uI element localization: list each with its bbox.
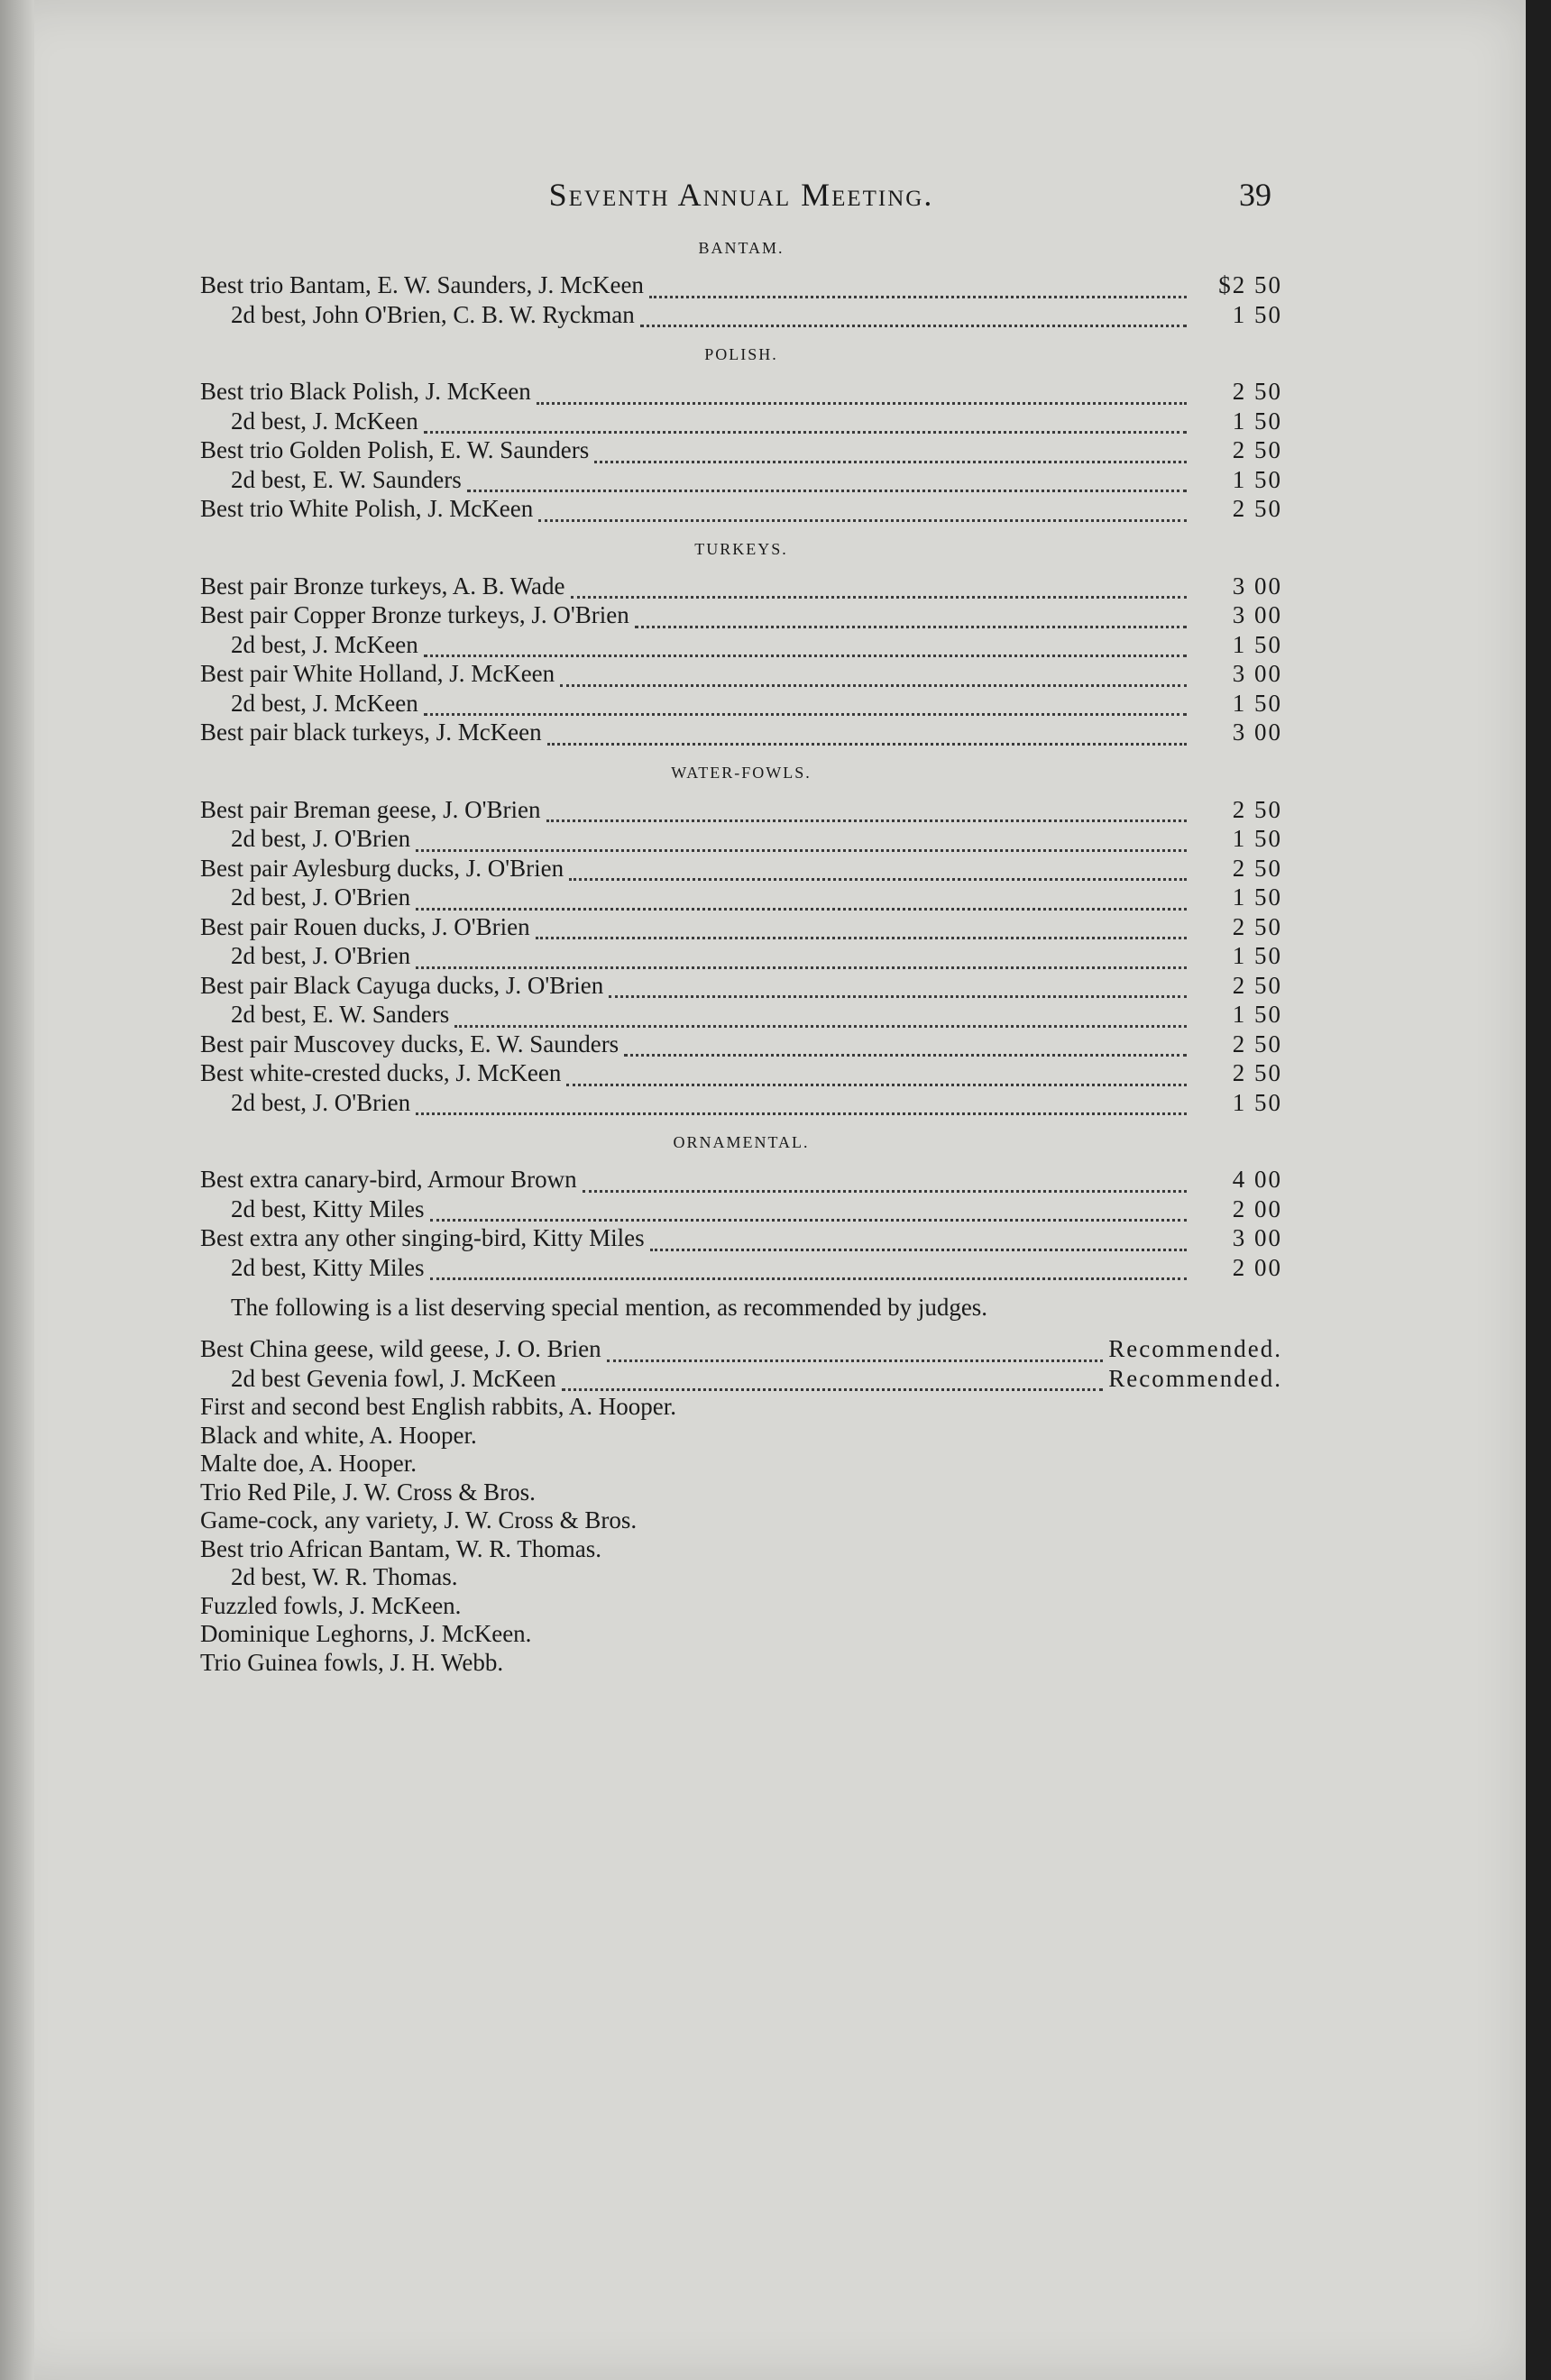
section-heading: ORNAMENTAL. <box>673 1133 810 1151</box>
premium-entry <box>200 854 1282 883</box>
entry-amount: 1 50 <box>1232 407 1282 435</box>
dot-leader <box>416 831 1187 852</box>
mention-item: Black and white, A. Hooper. <box>200 1421 477 1449</box>
dot-leader <box>416 1094 1187 1115</box>
mention-item: Dominique Leghorns, J. McKeen. <box>200 1620 532 1647</box>
entry-text: Best pair Copper Bronze turkeys, J. O'Brien <box>200 601 629 628</box>
premium-entry <box>200 971 1282 1001</box>
running-title: Seventh Annual Meeting. <box>548 177 934 213</box>
entry-amount: 2 00 <box>1232 1195 1282 1222</box>
mention-item: Trio Guinea fowls, J. H. Webb. <box>200 1648 504 1676</box>
dot-leader <box>635 608 1187 628</box>
dot-leader <box>640 307 1187 327</box>
premium-entry <box>200 1058 1282 1088</box>
mention-item: 2d best, W. R. Thomas. <box>231 1563 458 1590</box>
dot-leader <box>424 695 1187 716</box>
dot-leader <box>430 1259 1188 1280</box>
entry-text: Best trio White Polish, J. McKeen <box>200 495 534 522</box>
dot-leader <box>547 725 1187 746</box>
premium-entry <box>200 883 1282 912</box>
mention-list <box>200 1393 1282 1677</box>
dot-leader <box>536 919 1187 939</box>
dot-leader <box>569 860 1187 881</box>
dot-leader <box>566 1066 1187 1086</box>
premium-entry <box>200 689 1282 719</box>
section-heading: POLISH. <box>704 345 778 363</box>
mention-item: Malte doe, A. Hooper. <box>200 1450 417 1477</box>
entry-text: 2d best, John O'Brien, C. B. W. Ryckman <box>231 300 635 328</box>
dot-leader <box>546 801 1187 822</box>
entry-text: 2d best, J. McKeen <box>231 630 418 658</box>
premium-entry <box>200 377 1282 407</box>
dot-leader <box>609 977 1187 998</box>
entry-text: 2d best, J. O'Brien <box>231 883 411 911</box>
entry-amount: 2 50 <box>1232 378 1282 405</box>
entry-text: 2d best, E. W. Sanders <box>231 1001 450 1028</box>
section-heading: BANTAM. <box>698 239 785 257</box>
entry-text: Best pair Bronze turkeys, A. B. Wade <box>200 572 565 600</box>
entry-text: Best trio Golden Polish, E. W. Saunders <box>200 436 590 463</box>
premium-entry <box>200 572 1282 601</box>
premium-entry <box>200 407 1282 436</box>
dot-leader <box>537 384 1187 405</box>
entry-amount: 2 50 <box>1232 495 1282 522</box>
premium-entry <box>200 1000 1282 1030</box>
premium-entry <box>200 300 1282 330</box>
entry-text: Best pair Breman geese, J. O'Brien <box>200 795 541 823</box>
premium-entry <box>200 1253 1282 1283</box>
entry-amount: 4 00 <box>1232 1166 1282 1193</box>
entry-text: 2d best, J. O'Brien <box>231 825 411 852</box>
entry-amount: 1 50 <box>1232 465 1282 493</box>
entry-text: Best pair Aylesburg ducks, J. O'Brien <box>200 854 564 882</box>
premium-entry <box>200 1195 1282 1224</box>
entry-amount: 2 50 <box>1232 1059 1282 1086</box>
premium-entry <box>200 795 1282 825</box>
dot-leader <box>416 948 1187 969</box>
page-number: 39 <box>1239 177 1271 213</box>
entry-text: 2d best, J. O'Brien <box>231 1088 411 1116</box>
premium-entry <box>200 1030 1282 1059</box>
mention-item: Best trio African Bantam, W. R. Thomas. <box>200 1534 601 1562</box>
text-block <box>200 176 1282 1677</box>
mention-item: Trio Red Pile, J. W. Cross & Bros. <box>200 1478 536 1506</box>
entry-text: Best trio Black Polish, J. McKeen <box>200 378 531 405</box>
entry-amount: 2 50 <box>1232 912 1282 940</box>
entry-text: 2d best Gevenia fowl, J. McKeen <box>231 1364 556 1392</box>
premium-entry <box>200 465 1282 495</box>
dot-leader <box>583 1172 1187 1193</box>
entry-amount: 3 00 <box>1232 572 1282 600</box>
entry-amount: 1 50 <box>1232 689 1282 717</box>
premium-entry <box>200 435 1282 465</box>
premium-sections <box>200 239 1282 1282</box>
entry-amount: 2 50 <box>1232 436 1282 463</box>
entry-amount: 1 50 <box>1232 942 1282 969</box>
entry-amount: 1 50 <box>1232 825 1282 852</box>
section-heading: TURKEYS. <box>694 539 788 558</box>
entry-text: 2d best, Kitty Miles <box>231 1253 425 1281</box>
dot-leader <box>560 666 1187 687</box>
dot-leader <box>649 278 1187 298</box>
entry-amount: 3 00 <box>1232 1224 1282 1251</box>
entry-amount: 1 50 <box>1232 1088 1282 1116</box>
entry-amount: 2 50 <box>1232 1030 1282 1057</box>
recommendation-status: Recommended. <box>1108 1335 1282 1362</box>
entry-text: 2d best, Kitty Miles <box>231 1195 425 1222</box>
mention-item: First and second best English rabbits, A. Hooper. <box>200 1393 676 1420</box>
entry-amount: 2 50 <box>1232 971 1282 999</box>
entry-amount: 1 50 <box>1232 1001 1282 1028</box>
entry-amount: $2 50 <box>1218 271 1282 298</box>
dot-leader <box>424 636 1187 657</box>
mention-item: Game-cock, any variety, J. W. Cross & Bros. <box>200 1506 638 1533</box>
recommended-list <box>200 1334 1282 1393</box>
entry-text: 2d best, J. O'Brien <box>231 942 411 969</box>
entry-text: Best China geese, wild geese, J. O. Brien <box>200 1335 601 1362</box>
entry-text: Best pair Black Cayuga ducks, J. O'Brien <box>200 971 604 999</box>
entry-amount: 3 00 <box>1232 601 1282 628</box>
dot-leader <box>562 1370 1104 1391</box>
entry-text: 2d best, J. McKeen <box>231 407 418 435</box>
mention-item: Fuzzled fowls, J. McKeen. <box>200 1591 462 1619</box>
recommended-entry <box>200 1334 1282 1364</box>
premium-entry <box>200 941 1282 971</box>
premium-entry <box>200 1165 1282 1195</box>
dot-leader <box>416 890 1187 911</box>
entry-amount: 3 00 <box>1232 660 1282 687</box>
premium-entry <box>200 912 1282 942</box>
dot-leader <box>571 578 1188 599</box>
running-head <box>200 176 1282 215</box>
entry-text: Best pair Muscovey ducks, E. W. Saunders <box>200 1030 619 1057</box>
entry-amount: 2 50 <box>1232 795 1282 823</box>
dot-leader <box>467 471 1187 492</box>
premium-entry <box>200 600 1282 630</box>
dot-leader <box>424 413 1187 434</box>
dot-leader <box>607 1341 1104 1362</box>
entry-text: Best pair black turkeys, J. McKeen <box>200 719 542 746</box>
premium-entry <box>200 270 1282 300</box>
page-binding-edge <box>0 0 34 2380</box>
entry-amount: 3 00 <box>1232 719 1282 746</box>
premium-entry <box>200 659 1282 689</box>
entry-text: Best trio Bantam, E. W. Saunders, J. McKeen <box>200 271 644 298</box>
dot-leader <box>624 1036 1187 1057</box>
dot-leader <box>430 1201 1188 1222</box>
entry-text: Best pair Rouen ducks, J. O'Brien <box>200 912 530 940</box>
premium-entry <box>200 718 1282 747</box>
entry-amount: 1 50 <box>1232 300 1282 328</box>
recommended-entry <box>200 1364 1282 1394</box>
premium-entry <box>200 494 1282 524</box>
dot-leader <box>454 1007 1187 1028</box>
dot-leader <box>594 443 1187 463</box>
entry-amount: 2 50 <box>1232 854 1282 882</box>
premium-entry <box>200 824 1282 854</box>
premium-entry <box>200 1088 1282 1118</box>
entry-text: Best extra canary-bird, Armour Brown <box>200 1166 577 1193</box>
entry-amount: 1 50 <box>1232 630 1282 658</box>
entry-amount: 2 00 <box>1232 1253 1282 1281</box>
entry-text: Best white-crested ducks, J. McKeen <box>200 1059 562 1086</box>
special-mention-intro: The following is a list deserving special mention, as recommended by judges. <box>231 1294 988 1321</box>
section-heading: WATER-FOWLS. <box>671 763 812 782</box>
premium-entry <box>200 1223 1282 1253</box>
entry-amount: 1 50 <box>1232 883 1282 911</box>
entry-text: 2d best, E. W. Saunders <box>231 465 462 493</box>
entry-text: Best extra any other singing-bird, Kitty Miles <box>200 1224 645 1251</box>
dot-leader <box>538 501 1187 522</box>
premium-entry <box>200 630 1282 660</box>
recommendation-status: Recommended. <box>1108 1364 1282 1392</box>
dot-leader <box>650 1231 1187 1251</box>
entry-text: 2d best, J. McKeen <box>231 689 418 717</box>
entry-text: Best pair White Holland, J. McKeen <box>200 660 555 687</box>
